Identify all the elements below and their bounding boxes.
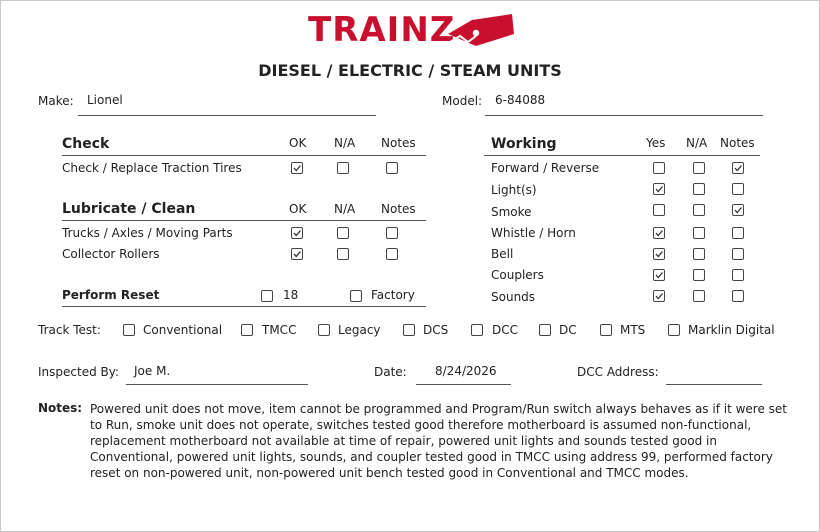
track-test-conventional-checkbox[interactable] [123, 324, 135, 336]
make-value[interactable]: Lionel [87, 93, 123, 107]
working-row-label: Sounds [491, 290, 536, 304]
check-rule [62, 155, 426, 156]
working-row-label: Smoke [491, 205, 532, 219]
working-row-yes-checkbox[interactable] [653, 204, 665, 216]
model-underline [485, 115, 763, 116]
working-row-na-checkbox[interactable] [693, 227, 705, 239]
reset-18-label: 18 [283, 288, 299, 302]
track-test-dcc-checkbox[interactable] [471, 324, 483, 336]
working-row-label: Bell [491, 247, 514, 261]
working-row-label: Couplers [491, 268, 544, 282]
date-label: Date: [374, 365, 407, 379]
track-test-dc-checkbox[interactable] [539, 324, 551, 336]
lubricate-row-notes-checkbox[interactable] [386, 227, 398, 239]
working-col-notes: Notes [720, 136, 755, 150]
working-row-na-checkbox[interactable] [693, 204, 705, 216]
check-col-na: N/A [334, 136, 356, 150]
track-test-tmcc-checkbox[interactable] [241, 324, 253, 336]
make-underline [78, 115, 376, 116]
working-row-na-checkbox[interactable] [693, 162, 705, 174]
date-underline [416, 384, 511, 385]
working-col-na: N/A [686, 136, 708, 150]
reset-18-checkbox[interactable] [261, 290, 273, 302]
track-test-legacy-checkbox[interactable] [318, 324, 330, 336]
track-test-dcs-label: DCS [423, 323, 449, 337]
lubricate-row-na-checkbox[interactable] [337, 248, 349, 260]
dcc-address-underline [666, 384, 762, 385]
logo-text: TRAINZ [308, 10, 456, 50]
working-row-notes-checkbox[interactable] [732, 290, 744, 302]
form-title: DIESEL / ELECTRIC / STEAM UNITS [258, 61, 562, 80]
track-test-tmcc-label: TMCC [262, 323, 297, 337]
working-row-na-checkbox[interactable] [693, 183, 705, 195]
track-test-mts-checkbox[interactable] [600, 324, 612, 336]
working-row-yes-checkbox[interactable] [653, 290, 665, 302]
working-row-yes-checkbox[interactable] [653, 227, 665, 239]
make-label: Make: [38, 94, 74, 108]
lubricate-row-ok-checkbox[interactable] [291, 248, 303, 260]
inspected-underline [126, 384, 308, 385]
reset-factory-label: Factory [371, 288, 415, 302]
lubricate-col-na: N/A [334, 202, 356, 216]
track-test-mts-label: MTS [620, 323, 646, 337]
lubricate-rule [62, 220, 426, 221]
working-row-yes-checkbox[interactable] [653, 248, 665, 260]
check-col-ok: OK [289, 136, 307, 150]
check-row-notes-checkbox[interactable] [386, 162, 398, 174]
trainz-logo [308, 10, 514, 50]
check-col-notes: Notes [381, 136, 416, 150]
working-row-label: Light(s) [491, 183, 537, 197]
model-value[interactable]: 6-84088 [495, 93, 546, 107]
track-test-dcc-label: DCC [492, 323, 518, 337]
working-row-notes-checkbox[interactable] [732, 183, 744, 195]
working-heading: Working [491, 136, 557, 152]
reset-rule [62, 306, 426, 307]
working-row-notes-checkbox[interactable] [732, 269, 744, 281]
lubricate-row-notes-checkbox[interactable] [386, 248, 398, 260]
working-row-notes-checkbox[interactable] [732, 204, 744, 216]
check-row-ok-checkbox[interactable] [291, 162, 303, 174]
dcc-address-label: DCC Address: [577, 365, 659, 379]
working-row-yes-checkbox[interactable] [653, 183, 665, 195]
track-test-dc-label: DC [559, 323, 577, 337]
reset-factory-checkbox[interactable] [350, 290, 362, 302]
working-row-na-checkbox[interactable] [693, 290, 705, 302]
working-row-notes-checkbox[interactable] [732, 162, 744, 174]
date-value[interactable]: 8/24/2026 [435, 364, 497, 378]
notes-label: Notes: [38, 401, 83, 415]
working-col-yes: Yes [646, 136, 666, 150]
working-row-na-checkbox[interactable] [693, 269, 705, 281]
inspected-value[interactable]: Joe M. [134, 364, 171, 378]
lubricate-row-label: Trucks / Axles / Moving Parts [62, 226, 233, 240]
lubricate-row-ok-checkbox[interactable] [291, 227, 303, 239]
notes-text: Powered unit does not move, item cannot be programmed and Program/Run switch always behaves as if it were set to Run, smoke unit does not operate, switches tested good therefore motherboard is assumed non-functional, replacement motherboard not available at time of repair, powered unit lights and sounds tested good in Conventional, powered unit lights, sounds, and coupler tested good in TMCC using address 99, performed factory reset on non-powered unit, non-powered unit bench tested good in Conventional and TMCC modes. [90, 402, 788, 480]
inspected-label: Inspected By: [38, 365, 120, 379]
working-row-yes-checkbox[interactable] [653, 162, 665, 174]
track-test-marklin-checkbox[interactable] [668, 324, 680, 336]
track-test-conventional-label: Conventional [143, 323, 223, 337]
lubricate-row-label: Collector Rollers [62, 247, 160, 261]
check-row-na-checkbox[interactable] [337, 162, 349, 174]
check-row-label: Check / Replace Traction Tires [62, 161, 242, 175]
working-row-label: Forward / Reverse [491, 161, 600, 175]
track-test-legacy-label: Legacy [338, 323, 381, 337]
lubricate-col-ok: OK [289, 202, 307, 216]
working-row-label: Whistle / Horn [491, 226, 576, 240]
track-test-dcs-checkbox[interactable] [403, 324, 415, 336]
lubricate-heading: Lubricate / Clean [62, 201, 196, 217]
lubricate-col-notes: Notes [381, 202, 416, 216]
working-row-yes-checkbox[interactable] [653, 269, 665, 281]
reset-heading: Perform Reset [62, 288, 160, 302]
tag-icon [446, 12, 516, 48]
working-row-notes-checkbox[interactable] [732, 248, 744, 260]
working-row-notes-checkbox[interactable] [732, 227, 744, 239]
working-rule [484, 155, 760, 156]
check-heading: Check [62, 136, 110, 152]
track-test-label: Track Test: [38, 323, 101, 337]
model-label: Model: [442, 94, 483, 108]
working-row-na-checkbox[interactable] [693, 248, 705, 260]
lubricate-row-na-checkbox[interactable] [337, 227, 349, 239]
track-test-marklin-label: Marklin Digital [688, 323, 775, 337]
